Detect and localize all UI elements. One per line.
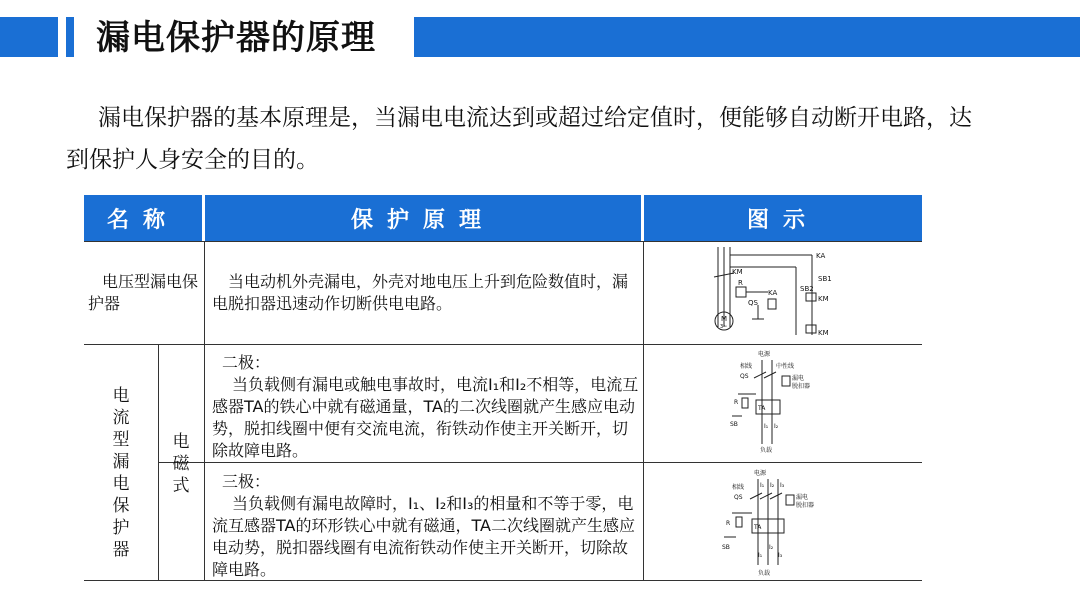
intro-paragraph	[66, 97, 986, 181]
diagram-label-r: R	[726, 520, 731, 527]
diagram-label-load: 负载	[758, 570, 771, 577]
motor-sub-label: 3~	[720, 324, 728, 330]
diagram-label-km: KM	[818, 329, 829, 337]
column-divider	[158, 344, 159, 581]
diagram-label-qs: QS	[740, 373, 749, 380]
diagram-label-load: 负载	[760, 447, 773, 454]
diagram-label-sb1: SB1	[818, 275, 832, 283]
header-bar-left	[0, 17, 58, 57]
diagram-label-phase: 相线	[732, 484, 745, 491]
diagram-label-km: KM	[732, 268, 743, 276]
diagram-label-i1: I₁	[764, 423, 769, 430]
header-bar-right	[414, 17, 1080, 57]
principle-table	[84, 195, 922, 581]
sub-b-title: 三极：	[222, 472, 271, 491]
diagram-label-sb2: SB2	[800, 285, 814, 293]
diagram-label-source: 电源	[754, 470, 767, 477]
three-pole-circuit-diagram	[714, 467, 834, 579]
voltage-type-circuit-diagram	[708, 245, 858, 341]
row2-subtype: 电磁式	[172, 432, 190, 496]
diagram-label-sb: SB	[722, 544, 730, 551]
row1-name: 电压型漏电保护器	[88, 272, 199, 313]
diagram-label-trip2: 脱扣器	[792, 383, 811, 390]
diagram-label-qs: QS	[748, 299, 758, 307]
row1-principle: 当电动机外壳漏电，外壳对地电压上升到危险数值时，漏电脱扣器迅速动作切断供电电路。	[212, 272, 629, 313]
row-divider	[158, 462, 922, 463]
motor-label: M	[721, 315, 728, 323]
row-divider	[84, 344, 922, 345]
diagram-label-r: R	[738, 279, 743, 287]
diagram-label-source: 电源	[758, 351, 771, 358]
diagram-label-i3: I₃	[778, 552, 783, 559]
header-cell-name: 名称	[84, 195, 202, 241]
sub-b-text: 当负载侧有漏电故障时，I₁、I₂和I₃的相量和不等于零，电流互感器TA的环形铁心中就有磁通，TA二次线圈就产生感应电动势，脱扣器线圈有电流衔铁动作使主开关断开，切除故障电路。	[212, 494, 635, 579]
diagram-label-ka: KA	[816, 252, 826, 260]
header-cell-diagram: 图示	[644, 195, 922, 241]
sub-a-title: 二极：	[222, 353, 271, 372]
diagram-label-i1: I₁	[758, 552, 763, 559]
diagram-label-ta: TA	[758, 405, 766, 412]
diagram-label-trip2: 脱扣器	[796, 502, 815, 509]
diagram-label-i2: I₂	[774, 423, 779, 430]
header-accent-bar	[66, 17, 74, 57]
diagram-label-qs: QS	[734, 494, 743, 501]
diagram-label-i2: I₂	[769, 544, 774, 551]
diagram-label-neutral: 中性线	[776, 363, 795, 370]
diagram-label-i1: I₁	[760, 482, 765, 489]
sub-a-text: 当负载侧有漏电或触电事故时，电流I₁和I₂不相等，电流互感器TA的铁心中就有磁通量，TA的二次线圈就产生感应电动势，脱扣线圈中便有交流电流，衔铁动作使主开关断开，切除故障电路。	[212, 375, 639, 460]
column-divider	[204, 241, 205, 581]
column-divider	[643, 241, 644, 581]
intro-text: 漏电保护器的基本原理是，当漏电电流达到或超过给定值时，便能够自动断开电路，达到保护人身安全的目的。	[66, 105, 972, 173]
page-title: 漏电保护器的原理	[96, 18, 376, 58]
diagram-label-i2: I₂	[770, 482, 775, 489]
two-pole-circuit-diagram	[722, 348, 832, 458]
row-divider	[84, 241, 922, 242]
diagram-label-phase: 相线	[740, 363, 753, 370]
header-cell-principle: 保护原理	[205, 195, 641, 241]
diagram-label-trip: 漏电	[796, 494, 809, 501]
diagram-label-ka: KA	[768, 289, 778, 297]
diagram-label-r: R	[734, 399, 739, 406]
diagram-label-i3: I₃	[780, 482, 785, 489]
diagram-label-sb: SB	[730, 421, 738, 428]
row2-name: 电流型漏电保护器	[112, 386, 130, 560]
diagram-label-km: KM	[818, 295, 829, 303]
diagram-label-trip: 漏电	[792, 375, 805, 382]
diagram-label-ta: TA	[754, 524, 762, 531]
